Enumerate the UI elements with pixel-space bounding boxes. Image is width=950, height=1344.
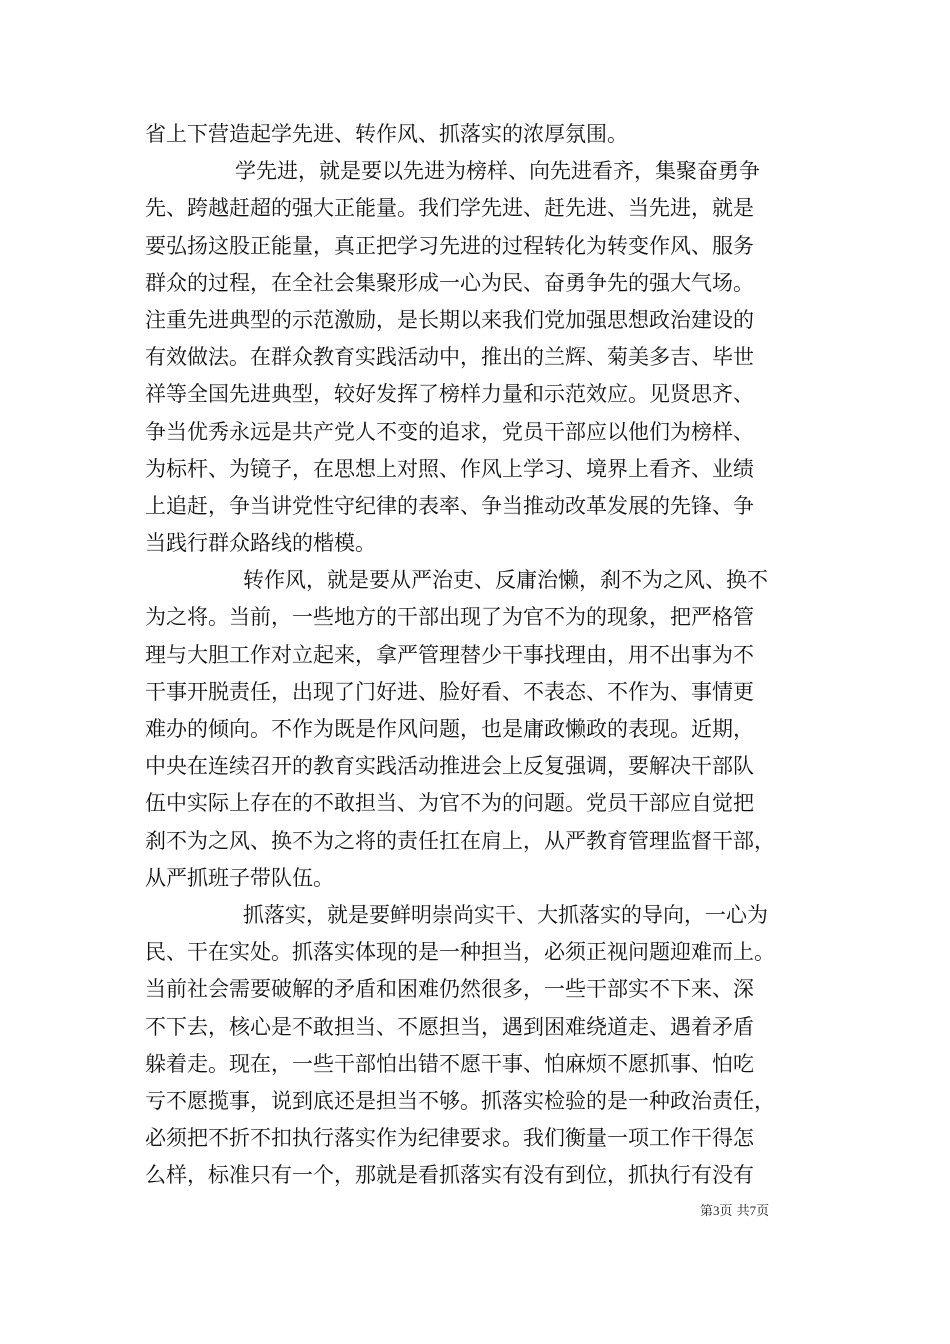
text-line: 亏不愿揽事，说到底还是担当不够。抓落实检验的是一种政治责任，: [145, 1088, 775, 1113]
text-line: 民、干在实处。抓落实体现的是一种担当，必须正视问题迎难而上。: [145, 940, 775, 965]
text-line: 从严抓班子带队伍。: [145, 865, 334, 890]
text-line: 有效做法。在群众教育实践活动中，推出的兰辉、菊美多吉、毕世: [145, 345, 754, 370]
text-line: 躲着走。现在，一些干部怕出错不愿干事、怕麻烦不愿抓事、怕吃: [145, 1051, 754, 1076]
text-line: 上追赶，争当讲党性守纪律的表率、争当推动改革发展的先锋、争: [145, 493, 754, 518]
text-line: 省上下营造起学先进、转作风、抓落实的浓厚氛围。: [145, 122, 628, 146]
footer-total-pages: 7: [749, 1203, 757, 1218]
text-line: 么样，标准只有一个，那就是看抓落实有没有到位，抓执行有没有: [145, 1163, 754, 1188]
text-line: 刹不为之风、换不为之将的责任扛在肩上，从严教育管理监督干部，: [145, 828, 775, 853]
footer-suffix: 页: [756, 1204, 770, 1219]
text-line: 伍中实际上存在的不敢担当、为官不为的问题。党员干部应自觉把: [145, 791, 754, 816]
text-line: 当践行群众路线的楷模。: [145, 531, 376, 556]
footer-middle: 页 共: [719, 1204, 750, 1219]
footer-page-number: 3: [713, 1203, 720, 1218]
text-line: 为之将。当前，一些地方的干部出现了为官不为的现象，把严格管: [145, 605, 754, 630]
page-number-footer: [700, 1203, 769, 1220]
text-line: 为标杆、为镜子，在思想上对照、作风上学习、境界上看齐、业绩: [145, 456, 754, 481]
text-line: 不下去，核心是不敢担当、不愿担当，遇到困难绕道走、遇着矛盾: [145, 1014, 754, 1039]
footer-prefix: 第: [700, 1204, 714, 1219]
text-line: 难办的倾向。不作为既是作风问题，也是庸政懒政的表现。近期，: [145, 717, 754, 741]
text-line: 干事开脱责任，出现了门好进、脸好看、不表态、不作为、事情更: [145, 679, 754, 704]
paragraph-start-line: 学先进，就是要以先进为榜样、向先进看齐，集聚奋勇争: [235, 159, 760, 184]
text-line: 要弘扬这股正能量，真正把学习先进的过程转化为转变作风、服务: [145, 233, 754, 258]
text-line: 争当优秀永远是共产党人不变的追求，党员干部应以他们为榜样、: [145, 419, 754, 444]
text-line: 中央在连续召开的教育实践活动推进会上反复强调，要解决干部队: [145, 754, 754, 779]
body-text: [145, 116, 825, 1194]
paragraph-start-line: 转作风，就是要从严治吏、反庸治懒，刹不为之风、换不: [243, 568, 768, 593]
text-line: 必须把不折不扣执行落实作为纪律要求。我们衡量一项工作干得怎: [145, 1126, 754, 1151]
text-line: 先、跨越赶超的强大正能量。我们学先进、赶先进、当先进，就是: [145, 196, 754, 221]
text-line: 祥等全国先进典型，较好发挥了榜样力量和示范效应。见贤思齐、: [145, 382, 754, 407]
paragraph-start-line: 抓落实，就是要鲜明崇尚实干、大抓落实的导向，一心为: [243, 902, 768, 927]
text-line: 注重先进典型的示范激励，是长期以来我们党加强思想政治建设的: [145, 307, 754, 332]
text-line: 群众的过程，在全社会集聚形成一心为民、奋勇争先的强大气场。: [145, 270, 754, 295]
text-line: 理与大胆工作对立起来，拿严管理替少干事找理由，用不出事为不: [145, 642, 754, 667]
text-line: 当前社会需要破解的矛盾和困难仍然很多，一些干部实不下来、深: [145, 977, 754, 1002]
